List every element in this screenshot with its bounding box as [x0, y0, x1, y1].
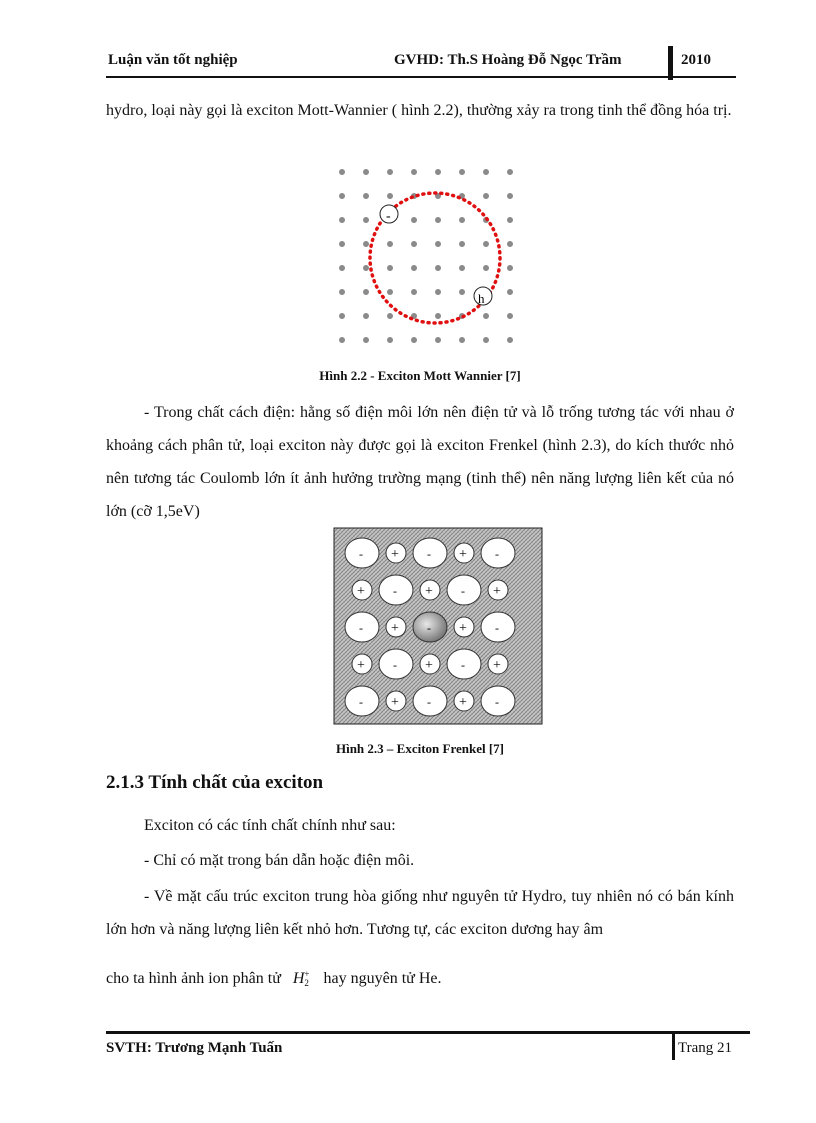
- property-2-text: - Về mặt cấu trúc exciton trung hòa giống như nguyên tử Hydro, tuy nhiên nó có bán kính lớn hơn và năng lượng liên kết nhỏ hơn. Tương tự, các exciton dương hay âm: [106, 888, 734, 938]
- paragraph-intro: hydro, loại này gọi là exciton Mott-Wannier ( hình 2.2), thường xảy ra trong tinh thể đồng hóa trị.: [106, 102, 732, 119]
- footer-page-number: Trang 21: [678, 1040, 733, 1056]
- lattice-dot: [459, 217, 465, 223]
- plus-sign: +: [391, 547, 399, 562]
- lattice-dot: [363, 169, 369, 175]
- lattice-dot: [411, 265, 417, 271]
- plus-sign: +: [357, 584, 365, 599]
- lattice-dot: [387, 169, 393, 175]
- lattice-dot: [411, 289, 417, 295]
- lattice-dot: [387, 193, 393, 199]
- lattice-dot: [435, 169, 441, 175]
- property-1: - Chỉ có mặt trong bán dẫn hoặc điện môi.: [144, 852, 415, 869]
- lattice-dot: [339, 193, 345, 199]
- lattice-dot: [507, 193, 513, 199]
- lattice-dot: [435, 337, 441, 343]
- formula-sup: +: [304, 969, 310, 980]
- lattice-dot: [411, 217, 417, 223]
- lattice-dot: [387, 337, 393, 343]
- minus-sign: -: [393, 584, 397, 598]
- plus-sign: +: [459, 621, 467, 636]
- lattice-dot: [363, 217, 369, 223]
- formula-sub: 2: [304, 978, 309, 989]
- lattice-dot: [363, 265, 369, 271]
- lattice-dot: [483, 241, 489, 247]
- lattice-dot: [387, 313, 393, 319]
- lattice-dot: [507, 313, 513, 319]
- caption-fig-2-2: Hình 2.2 - Exciton Mott Wannier [7]: [319, 368, 521, 383]
- plus-sign: +: [459, 695, 467, 710]
- lattice-dot: [411, 241, 417, 247]
- lattice-dot: [483, 193, 489, 199]
- lattice-dot: [483, 169, 489, 175]
- lattice-dot: [387, 241, 393, 247]
- lattice-dot: [507, 265, 513, 271]
- lattice-dot: [435, 289, 441, 295]
- plus-sign: +: [425, 584, 433, 599]
- lattice-dot: [339, 337, 345, 343]
- minus-sign: -: [495, 547, 499, 561]
- plus-sign: +: [357, 658, 365, 673]
- lattice-dot: [459, 169, 465, 175]
- lattice-dot: [483, 337, 489, 343]
- lattice-dot: [507, 241, 513, 247]
- formula-base: H: [292, 970, 305, 987]
- plus-sign: +: [459, 547, 467, 562]
- property-2: [106, 880, 734, 946]
- minus-sign: -: [461, 658, 465, 672]
- formula-h2-plus: [293, 962, 310, 995]
- figure-frenkel: [334, 528, 542, 724]
- property-2-end: [106, 962, 734, 995]
- lattice-dot: [435, 241, 441, 247]
- hole-label: h: [478, 291, 485, 306]
- lattice-dot: [459, 289, 465, 295]
- lattice-dot: [339, 289, 345, 295]
- minus-sign: -: [359, 621, 363, 635]
- lattice-dot: [483, 313, 489, 319]
- header-thesis-title: Luận văn tốt nghiệp: [108, 52, 238, 68]
- figure-mott-wannier: [330, 165, 545, 345]
- lattice-dot: [435, 313, 441, 319]
- lattice-dot: [387, 265, 393, 271]
- lattice-dot: [339, 241, 345, 247]
- lattice-dot: [507, 217, 513, 223]
- lattice-dot: [507, 337, 513, 343]
- lattice-dot: [339, 217, 345, 223]
- property-2-end-a: cho ta hình ảnh ion phân tử: [106, 970, 281, 987]
- page-header: [108, 52, 734, 76]
- lattice-dot: [363, 289, 369, 295]
- lattice-dot: [459, 337, 465, 343]
- lattice-dot: [411, 337, 417, 343]
- electron-label: -: [386, 209, 391, 224]
- lattice-dot: [435, 217, 441, 223]
- lattice-dot: [363, 337, 369, 343]
- lattice-dot: [483, 265, 489, 271]
- lattice-dot: [507, 289, 513, 295]
- minus-sign: -: [359, 547, 363, 561]
- lattice-dot: [507, 169, 513, 175]
- footer-author: SVTH: Trương Mạnh Tuấn: [106, 1040, 283, 1056]
- plus-sign: +: [391, 695, 399, 710]
- minus-sign: -: [427, 695, 431, 709]
- paragraph-frenkel: - Trong chất cách điện: hằng số điện môi lớn nên điện tử và lỗ trống tương tác với nhau ở khoảng cách phân tử, loại exciton này được gọi là exciton Frenkel (hình 2.3), do kích thước nhỏ nên tương tác Coulomb lớn ít ảnh hưởng trường mạng (tinh thể) nên năng lượng liên kết của nó lớn (cỡ 1,5eV): [106, 404, 734, 520]
- lattice-dot: [459, 241, 465, 247]
- lattice-dots: [339, 169, 513, 343]
- ion-lattice: [345, 538, 515, 716]
- property-2-end-b: hay nguyên tử He.: [323, 970, 442, 987]
- header-divider: [668, 46, 673, 80]
- minus-sign: -: [495, 621, 499, 635]
- footer-divider: [672, 1032, 675, 1060]
- minus-sign: -: [461, 584, 465, 598]
- lattice-dot: [363, 313, 369, 319]
- minus-sign: -: [495, 695, 499, 709]
- footer-rule: [106, 1031, 750, 1034]
- section-title: 2.1.3 Tính chất của exciton: [106, 772, 324, 793]
- lattice-dot: [387, 289, 393, 295]
- lattice-dot: [339, 313, 345, 319]
- minus-sign: -: [359, 695, 363, 709]
- lattice-dot: [363, 193, 369, 199]
- lattice-dot: [459, 265, 465, 271]
- minus-sign: -: [427, 547, 431, 561]
- header-rule: [106, 76, 736, 78]
- lattice-dot: [435, 265, 441, 271]
- minus-sign: -: [427, 621, 431, 635]
- lattice-dot: [339, 265, 345, 271]
- plus-sign: +: [391, 621, 399, 636]
- lattice-dot: [363, 241, 369, 247]
- lattice-dot: [411, 169, 417, 175]
- header-advisor: GVHD: Th.S Hoàng Đỗ Ngọc Trầm: [394, 52, 622, 68]
- paragraph-props-intro: Exciton có các tính chất chính như sau:: [144, 817, 396, 834]
- plus-sign: +: [493, 584, 501, 599]
- plus-sign: +: [493, 658, 501, 673]
- lattice-dot: [339, 169, 345, 175]
- minus-sign: -: [393, 658, 397, 672]
- plus-sign: +: [425, 658, 433, 673]
- header-year: 2010: [681, 52, 711, 68]
- caption-fig-2-3: Hình 2.3 – Exciton Frenkel [7]: [335, 741, 505, 756]
